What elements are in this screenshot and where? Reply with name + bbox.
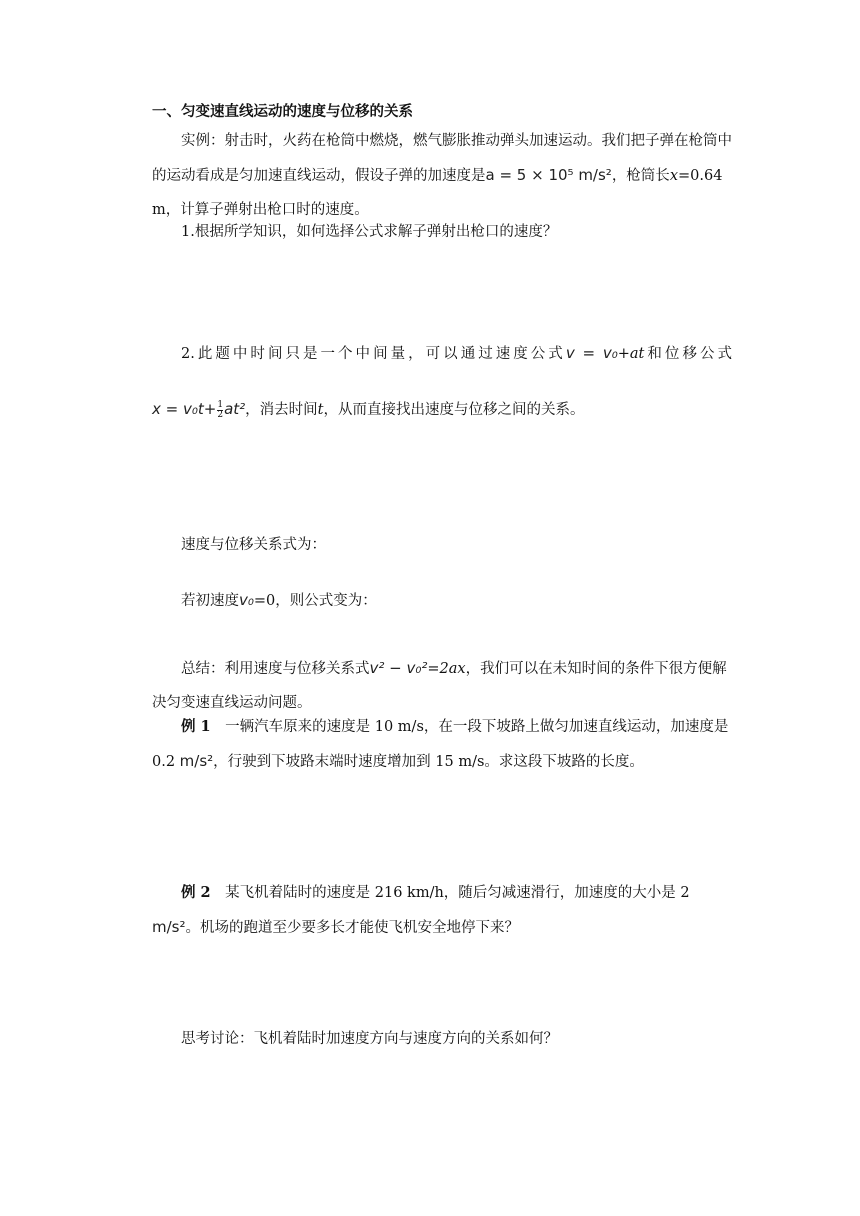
example-2-text-2: 。机场的跑道至少要多长才能使飞机安全地停下来？	[185, 920, 519, 936]
example-intro-paragraph	[152, 124, 732, 227]
velocity-formula: v = v₀	[565, 344, 618, 362]
example-2-paragraph	[152, 876, 732, 945]
initial-zero-text-1: 若初速度	[181, 593, 239, 609]
question-2-text-2: 和位移公式	[644, 346, 733, 362]
initial-zero-text-2: =0，则公式变为：	[253, 593, 377, 609]
question-2-line-2	[152, 392, 732, 427]
example-1-text-1: 一辆汽车原来的速度是 10 m/s，在一段下坡路上做匀加速直线运动，加速度是 0.2	[152, 719, 729, 770]
question-2-text-4: ，从而直接找出速度与位移之间的关系。	[323, 402, 585, 418]
x-variable: x	[669, 168, 678, 184]
initial-zero-line	[152, 583, 732, 618]
initial-velocity-symbol: v₀	[239, 591, 254, 609]
example-1-text-2: ，行驶到下坡路末端时速度增加到 15 m/s。求这段下坡路的长度。	[213, 754, 644, 770]
example-1-label: 例 1	[181, 718, 211, 735]
velocity-formula-tail: +at	[617, 346, 645, 362]
example-1-unit: m/s²	[179, 752, 214, 770]
example-2-label: 例 2	[181, 884, 211, 901]
question-2-text-3: ，消去时间	[245, 402, 318, 418]
summary-text-1: 总结：利用速度与位移关系式	[181, 661, 370, 677]
fraction-numerator: 1	[217, 399, 224, 410]
example-1-paragraph	[152, 710, 732, 779]
example-2-text-1: 某飞机着陆时的速度是 216 km/h，随后匀减速滑行，加速度的大小是 2	[210, 885, 690, 901]
example-2-unit: m/s²	[152, 918, 186, 936]
one-half-fraction	[217, 401, 223, 420]
displacement-formula-tail: at²	[224, 400, 246, 418]
example-intro-text-1: 射击时，火药在枪筒中燃烧，燃气膨胀推动弹头加速运动。我们把子弹在枪筒中的运动看成是匀加速直线运动，假设子弹的加速度是	[152, 133, 732, 184]
displacement-formula: x = v₀t+	[152, 400, 217, 418]
example-intro-text-2: ，枪筒长	[611, 168, 670, 184]
example-intro-label: 实例：	[181, 133, 225, 149]
question-2-text-1: 2.此题中时间只是一个中间量，可以通过速度公式	[181, 346, 566, 362]
t-variable: t	[317, 402, 324, 418]
relation-label: 速度与位移关系式为：	[181, 537, 326, 553]
discussion-prompt: 思考讨论：飞机着陆时加速度方向与速度方向的关系如何？	[181, 1031, 558, 1047]
summary-text-2: ，我们可以在未知时间的条件下很方便解决匀变速直线运动问题。	[152, 661, 727, 711]
question-2-line-1	[152, 336, 732, 371]
summary-formula-tail: =2ax	[427, 661, 466, 677]
section-title: 一、匀变速直线运动的速度与位移的关系	[152, 104, 413, 120]
summary-formula: v² − v₀²	[369, 659, 428, 677]
fraction-denominator: 2	[217, 409, 224, 420]
example-intro-text-3: =0.64 m，计算子弹射出枪口时的速度。	[152, 168, 723, 218]
question-1: 1.根据所学知识，如何选择公式求解子弹射出枪口的速度？	[181, 224, 558, 240]
acceleration-formula: a = 5 × 10⁵ m/s²	[485, 166, 612, 184]
